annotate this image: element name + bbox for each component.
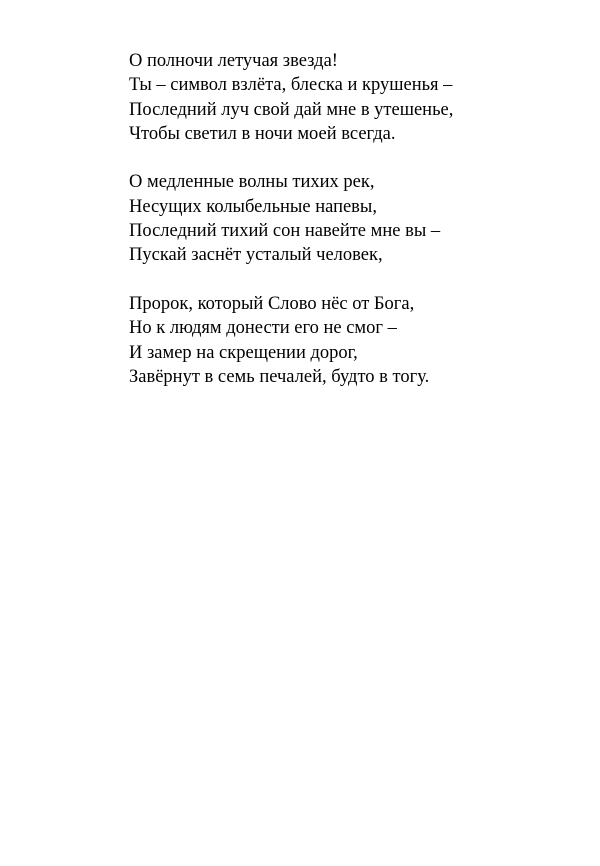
poem-line: Но к людям донести его не смог – <box>129 318 397 339</box>
poem-line: О полночи летучая звезда! <box>129 51 338 71</box>
poem-line: О медленные волны тихих рек, <box>129 172 375 193</box>
stanza-1 <box>129 49 569 146</box>
poem-line: Завёрнут в семь печалей, будто в тогу. <box>129 366 430 387</box>
poem-line: Чтобы светил в ночи моей всегда. <box>129 123 396 144</box>
stanza-2 <box>129 170 569 267</box>
poem-line: И замер на скрещении дорог, <box>129 342 358 363</box>
poem-line: Ты – символ взлёта, блеска и крушенья – <box>129 75 453 96</box>
poem-line: Пророк, который Слово нёс от Бога, <box>129 293 415 314</box>
stanza-3 <box>129 292 569 389</box>
poem-text <box>129 49 569 413</box>
poem-line: Последний тихий сон навейте мне вы – <box>129 221 441 242</box>
poem-line: Несущих колыбельные напевы, <box>129 196 377 217</box>
poem-line: Последний луч свой дай мне в утешенье, <box>129 99 454 120</box>
poem-line: Пускай заснёт усталый человек, <box>129 245 383 266</box>
